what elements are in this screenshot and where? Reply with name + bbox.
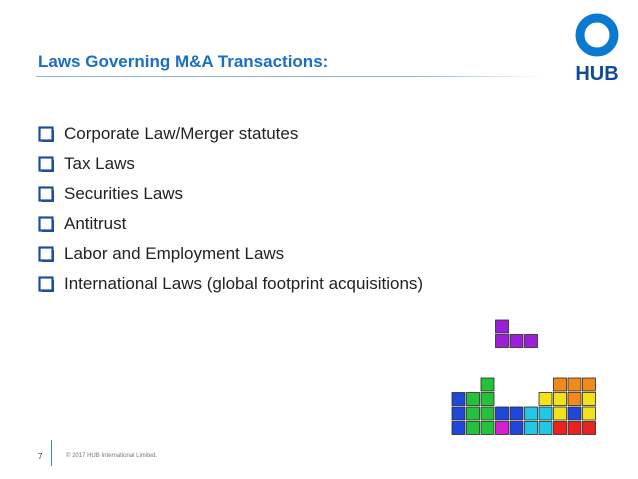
tetris-block — [467, 393, 480, 406]
hub-logo-text: HUB — [575, 63, 619, 84]
tetris-block — [452, 407, 465, 420]
tetris-block — [539, 407, 552, 420]
title-underline — [36, 76, 542, 77]
footer-divider — [51, 440, 52, 466]
bullet-text: International Laws (global footprint acquisitions) — [64, 274, 424, 293]
tetris-block — [554, 378, 567, 391]
tetris-block — [496, 422, 509, 435]
bullet-item — [38, 119, 423, 149]
bullet-text: Tax Laws — [64, 154, 135, 173]
tetris-block — [525, 335, 538, 348]
checkbox-icon — [38, 216, 54, 232]
tetris-block — [525, 422, 538, 435]
tetris-block — [554, 407, 567, 420]
tetris-block — [481, 393, 494, 406]
tetris-block — [481, 378, 494, 391]
tetris-block — [452, 393, 465, 406]
slide-title: Laws Governing M&A Transactions: — [38, 52, 329, 71]
tetris-block — [467, 407, 480, 420]
page-number: 7 — [38, 452, 43, 461]
tetris-block — [496, 335, 509, 348]
bullet-text: Antitrust — [64, 214, 127, 233]
tetris-block — [568, 407, 581, 420]
tetris-blocks-illustration — [450, 318, 610, 436]
tetris-block — [539, 393, 552, 406]
tetris-block — [554, 422, 567, 435]
tetris-block — [510, 335, 523, 348]
tetris-block — [481, 407, 494, 420]
checkbox-icon — [38, 156, 54, 172]
tetris-block — [525, 407, 538, 420]
tetris-block — [554, 393, 567, 406]
hub-logo — [566, 12, 628, 84]
tetris-block — [481, 422, 494, 435]
tetris-block — [568, 393, 581, 406]
bullet-item — [38, 179, 423, 209]
tetris-block — [452, 422, 465, 435]
tetris-block — [510, 407, 523, 420]
bullet-item — [38, 149, 423, 179]
bullet-item — [38, 269, 423, 299]
tetris-block — [496, 407, 509, 420]
tetris-block — [568, 422, 581, 435]
bullet-list — [38, 119, 423, 299]
tetris-block — [583, 393, 596, 406]
tetris-block — [539, 422, 552, 435]
checkbox-icon — [38, 276, 54, 292]
tetris-block — [568, 378, 581, 391]
tetris-block — [510, 422, 523, 435]
bullet-item — [38, 239, 423, 269]
tetris-block — [496, 320, 509, 333]
checkbox-icon — [38, 186, 54, 202]
checkbox-icon — [38, 126, 54, 142]
copyright-text: © 2017 HUB International Limited. — [66, 453, 158, 459]
bullet-item — [38, 209, 423, 239]
bullet-text: Securities Laws — [64, 184, 184, 203]
bullet-text: Labor and Employment Laws — [64, 244, 285, 263]
tetris-block — [583, 378, 596, 391]
tetris-block — [583, 407, 596, 420]
tetris-block — [583, 422, 596, 435]
tetris-block — [467, 422, 480, 435]
bullet-text: Corporate Law/Merger statutes — [64, 124, 299, 143]
checkbox-icon — [38, 246, 54, 262]
